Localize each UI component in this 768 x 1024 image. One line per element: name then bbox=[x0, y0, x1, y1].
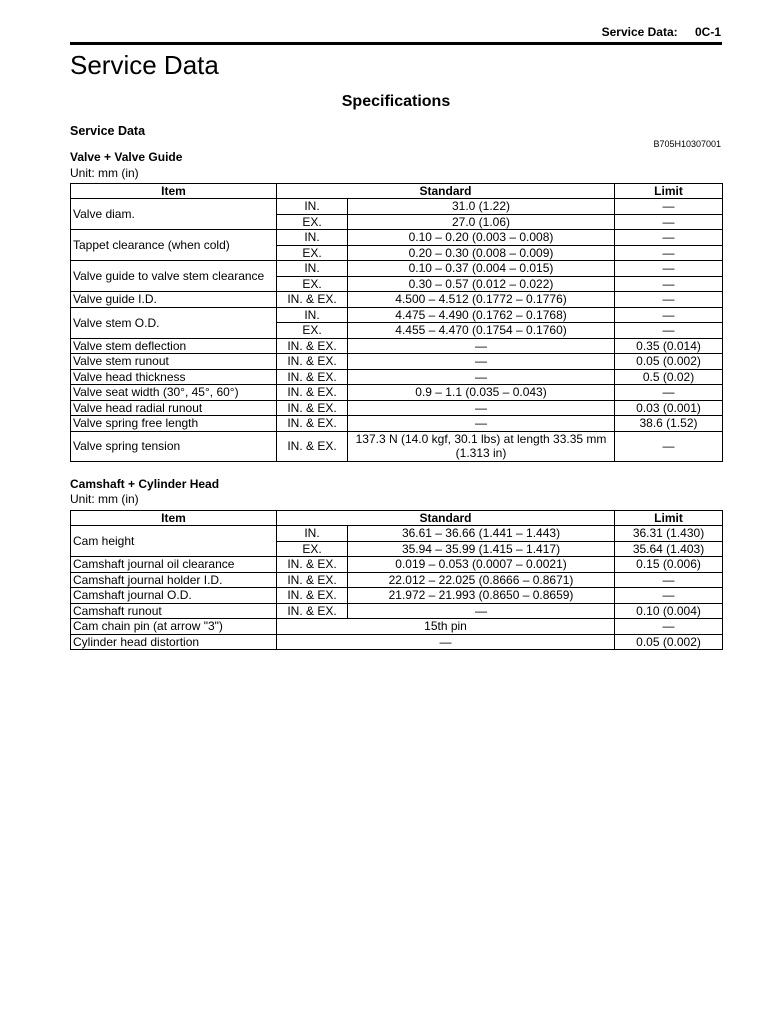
header-page-number: 0C-1 bbox=[694, 25, 721, 39]
table-row bbox=[71, 354, 723, 370]
sub-cell: IN. bbox=[277, 307, 348, 323]
standard-cell: — bbox=[348, 338, 615, 354]
section-title: Service Data bbox=[70, 124, 146, 138]
header-limit: Limit bbox=[615, 184, 723, 199]
standard-cell: 0.10 – 0.37 (0.004 – 0.015) bbox=[348, 261, 615, 277]
table-row bbox=[71, 416, 723, 432]
item-cell: Camshaft journal holder I.D. bbox=[71, 572, 277, 588]
standard-cell: 15th pin bbox=[277, 619, 615, 635]
item-cell: Cam chain pin (at arrow "3") bbox=[71, 619, 277, 635]
limit-cell: — bbox=[615, 245, 723, 261]
table-row bbox=[71, 431, 723, 461]
sub-cell: IN. & EX. bbox=[277, 603, 348, 619]
standard-cell: 0.9 – 1.1 (0.035 – 0.043) bbox=[348, 385, 615, 401]
limit-cell: 0.35 (0.014) bbox=[615, 338, 723, 354]
sub-cell: IN. & EX. bbox=[277, 588, 348, 604]
standard-cell: 4.500 – 4.512 (0.1772 – 0.1776) bbox=[348, 292, 615, 308]
standard-cell: 0.20 – 0.30 (0.008 – 0.009) bbox=[348, 245, 615, 261]
standard-cell: — bbox=[348, 416, 615, 432]
limit-cell: 0.03 (0.001) bbox=[615, 400, 723, 416]
limit-cell: 0.10 (0.004) bbox=[615, 603, 723, 619]
standard-cell: 4.455 – 4.470 (0.1754 – 0.1760) bbox=[348, 323, 615, 339]
limit-cell: — bbox=[615, 385, 723, 401]
limit-cell: — bbox=[615, 230, 723, 246]
table-row bbox=[71, 230, 723, 246]
item-cell: Cylinder head distortion bbox=[71, 634, 277, 650]
limit-cell: 35.64 (1.403) bbox=[615, 541, 723, 557]
item-cell: Camshaft journal oil clearance bbox=[71, 557, 277, 573]
standard-cell: 4.475 – 4.490 (0.1762 – 0.1768) bbox=[348, 307, 615, 323]
table-row bbox=[71, 385, 723, 401]
standard-cell: — bbox=[277, 634, 615, 650]
item-cell: Valve spring free length bbox=[71, 416, 277, 432]
table-row bbox=[71, 526, 723, 542]
table1-title: Valve + Valve Guide bbox=[70, 150, 183, 164]
item-cell: Valve stem O.D. bbox=[71, 307, 277, 338]
valve-spec-table bbox=[70, 183, 723, 462]
header-item: Item bbox=[71, 511, 277, 526]
item-cell: Valve head thickness bbox=[71, 369, 277, 385]
item-cell: Valve seat width (30°, 45°, 60°) bbox=[71, 385, 277, 401]
table-header-row bbox=[71, 511, 723, 526]
table-row bbox=[71, 588, 723, 604]
header-limit: Limit bbox=[615, 511, 723, 526]
header-section: Service Data: bbox=[601, 25, 678, 39]
sub-cell: IN. & EX. bbox=[277, 369, 348, 385]
table1-unit: Unit: mm (in) bbox=[70, 166, 139, 180]
table-header-row bbox=[71, 184, 723, 199]
limit-cell: — bbox=[615, 572, 723, 588]
table2-unit: Unit: mm (in) bbox=[70, 492, 139, 506]
table-row bbox=[71, 619, 723, 635]
table-row bbox=[71, 338, 723, 354]
sub-cell: IN. & EX. bbox=[277, 385, 348, 401]
item-cell: Valve head radial runout bbox=[71, 400, 277, 416]
item-cell: Valve diam. bbox=[71, 199, 277, 230]
sub-cell: IN. & EX. bbox=[277, 338, 348, 354]
limit-cell: 36.31 (1.430) bbox=[615, 526, 723, 542]
sub-cell: EX. bbox=[277, 245, 348, 261]
limit-cell: — bbox=[615, 307, 723, 323]
sub-cell: IN. bbox=[277, 261, 348, 277]
running-header bbox=[602, 25, 721, 39]
item-cell: Valve stem runout bbox=[71, 354, 277, 370]
limit-cell: 0.05 (0.002) bbox=[615, 354, 723, 370]
item-cell: Tappet clearance (when cold) bbox=[71, 230, 277, 261]
document-code: B705H10307001 bbox=[653, 139, 721, 149]
specifications-heading: Specifications bbox=[341, 93, 451, 110]
sub-cell: IN. & EX. bbox=[277, 400, 348, 416]
table-row bbox=[71, 603, 723, 619]
standard-cell: 31.0 (1.22) bbox=[348, 199, 615, 215]
standard-cell: — bbox=[348, 354, 615, 370]
standard-cell: 22.012 – 22.025 (0.8666 – 0.8671) bbox=[348, 572, 615, 588]
sub-cell: IN. bbox=[277, 526, 348, 542]
page-title: Service Data bbox=[70, 50, 219, 80]
limit-cell: — bbox=[615, 323, 723, 339]
sub-cell: IN. & EX. bbox=[277, 431, 348, 461]
item-cell: Cam height bbox=[71, 526, 277, 557]
standard-cell: 0.30 – 0.57 (0.012 – 0.022) bbox=[348, 276, 615, 292]
table-row bbox=[71, 261, 723, 277]
table-row bbox=[71, 199, 723, 215]
standard-cell: 0.10 – 0.20 (0.003 – 0.008) bbox=[348, 230, 615, 246]
limit-cell: 0.15 (0.006) bbox=[615, 557, 723, 573]
table-row bbox=[71, 557, 723, 573]
sub-cell: IN. bbox=[277, 230, 348, 246]
standard-cell: 137.3 N (14.0 kgf, 30.1 lbs) at length 33.35 mm (1.313 in) bbox=[348, 431, 615, 461]
sub-cell: IN. bbox=[277, 199, 348, 215]
item-cell: Valve spring tension bbox=[71, 431, 277, 461]
item-cell: Camshaft runout bbox=[71, 603, 277, 619]
limit-cell: — bbox=[615, 214, 723, 230]
sub-cell: IN. & EX. bbox=[277, 416, 348, 432]
item-cell: Valve guide to valve stem clearance bbox=[71, 261, 277, 292]
sub-cell: IN. & EX. bbox=[277, 354, 348, 370]
header-standard: Standard bbox=[277, 511, 615, 526]
table-row bbox=[71, 369, 723, 385]
standard-cell: 35.94 – 35.99 (1.415 – 1.417) bbox=[348, 541, 615, 557]
limit-cell: 0.05 (0.002) bbox=[615, 634, 723, 650]
limit-cell: — bbox=[615, 619, 723, 635]
table-row bbox=[71, 292, 723, 308]
item-cell: Valve stem deflection bbox=[71, 338, 277, 354]
table2-title: Camshaft + Cylinder Head bbox=[70, 477, 220, 491]
standard-cell: — bbox=[348, 400, 615, 416]
limit-cell: 38.6 (1.52) bbox=[615, 416, 723, 432]
limit-cell: — bbox=[615, 276, 723, 292]
item-cell: Camshaft journal O.D. bbox=[71, 588, 277, 604]
sub-cell: IN. & EX. bbox=[277, 557, 348, 573]
standard-cell: — bbox=[348, 603, 615, 619]
table-row bbox=[71, 572, 723, 588]
limit-cell: — bbox=[615, 431, 723, 461]
limit-cell: — bbox=[615, 292, 723, 308]
limit-cell: 0.5 (0.02) bbox=[615, 369, 723, 385]
standard-cell: 36.61 – 36.66 (1.441 – 1.443) bbox=[348, 526, 615, 542]
standard-cell: — bbox=[348, 369, 615, 385]
sub-cell: EX. bbox=[277, 276, 348, 292]
table-row bbox=[71, 634, 723, 650]
table-row bbox=[71, 307, 723, 323]
limit-cell: — bbox=[615, 588, 723, 604]
standard-cell: 27.0 (1.06) bbox=[348, 214, 615, 230]
camshaft-spec-table bbox=[70, 510, 723, 650]
header-item: Item bbox=[71, 184, 277, 199]
sub-cell: EX. bbox=[277, 323, 348, 339]
standard-cell: 21.972 – 21.993 (0.8650 – 0.8659) bbox=[348, 588, 615, 604]
sub-cell: EX. bbox=[277, 214, 348, 230]
item-cell: Valve guide I.D. bbox=[71, 292, 277, 308]
header-standard: Standard bbox=[277, 184, 615, 199]
sub-cell: EX. bbox=[277, 541, 348, 557]
sub-cell: IN. & EX. bbox=[277, 292, 348, 308]
limit-cell: — bbox=[615, 261, 723, 277]
sub-cell: IN. & EX. bbox=[277, 572, 348, 588]
header-rule bbox=[70, 42, 722, 45]
limit-cell: — bbox=[615, 199, 723, 215]
standard-cell: 0.019 – 0.053 (0.0007 – 0.0021) bbox=[348, 557, 615, 573]
table-row bbox=[71, 400, 723, 416]
